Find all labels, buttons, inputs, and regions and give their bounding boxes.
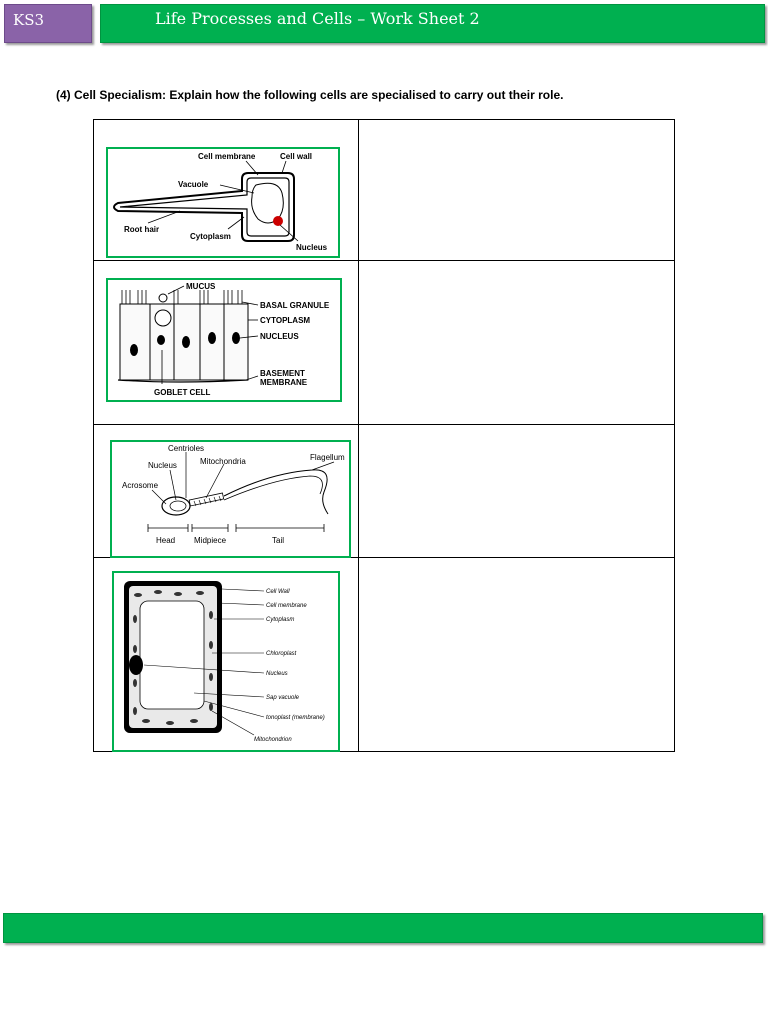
label-membrane: MEMBRANE <box>260 378 308 387</box>
label-root-hair: Root hair <box>124 225 160 234</box>
plant-cell-cell <box>94 558 359 752</box>
ciliated-cell-cell <box>94 261 359 425</box>
label-centrioles: Centrioles <box>168 444 205 453</box>
label-sap-vacuole: Sap vacuole <box>266 695 300 701</box>
label-nucleus: NUCLEUS <box>260 332 299 341</box>
label-vacuole: Vacuole <box>178 180 209 189</box>
root-hair-cell-diagram <box>106 147 340 258</box>
question-text: (4) Cell Specialism: Explain how the following cells are specialised to carry out their role. <box>56 88 564 102</box>
table-row <box>94 261 675 425</box>
label-mitochondria: Mitochondria <box>200 457 246 466</box>
label-cell-wall: Cell wall <box>280 152 313 161</box>
label-head: Head <box>156 536 176 545</box>
plant-cell-diagram <box>112 571 340 752</box>
ks3-label: KS3 <box>13 11 45 29</box>
table-row <box>94 120 675 261</box>
label-cell-membrane: Cell membrane <box>198 152 256 161</box>
title-banner <box>100 4 765 43</box>
label-nucleus: Nucleus <box>148 461 177 470</box>
sperm-cell-cell <box>94 425 359 558</box>
label-cell-membrane: Cell membrane <box>266 603 307 609</box>
label-midpiece: Midpiece <box>194 536 227 545</box>
ks3-badge <box>4 4 92 43</box>
label-goblet-cell: GOBLET CELL <box>154 388 211 397</box>
label-acrosome: Acrosome <box>122 481 159 490</box>
worksheet-title: Life Processes and Cells – Work Sheet 2 <box>155 9 480 28</box>
label-tonoplast: tonoplast (membrane) <box>266 715 325 721</box>
label-nucleus: Nucleus <box>296 243 328 252</box>
label-cell-wall: Cell Wall <box>266 589 290 595</box>
ciliated-epithelium-diagram <box>106 278 342 402</box>
nucleus-marker <box>273 216 283 226</box>
label-cytoplasm: Cytoplasm <box>190 232 231 241</box>
label-cytoplasm: Cytoplasm <box>266 617 295 623</box>
root-hair-cell-cell <box>94 120 359 261</box>
label-chloroplast: Chloroplast <box>266 651 297 657</box>
label-cytoplasm: CYTOPLASM <box>260 316 311 325</box>
label-nucleus: Nucleus <box>266 671 288 677</box>
table-row <box>94 425 675 558</box>
label-flagellum: Flagellum <box>310 453 345 462</box>
label-basement: BASEMENT <box>260 369 305 378</box>
sperm-cell-diagram <box>110 440 351 558</box>
label-mitochondrion: Mitochondrion <box>254 737 292 743</box>
answer-box-plant[interactable] <box>358 558 674 752</box>
label-mucus: MUCUS <box>186 282 216 291</box>
table-row <box>94 558 675 752</box>
cell-specialism-table <box>93 119 675 752</box>
answer-box-ciliated[interactable] <box>358 261 674 425</box>
footer-banner <box>3 913 763 943</box>
label-basal-granule: BASAL GRANULE <box>260 301 330 310</box>
answer-box-root-hair[interactable] <box>358 120 674 261</box>
label-tail: Tail <box>272 536 285 545</box>
answer-box-sperm[interactable] <box>358 425 674 558</box>
